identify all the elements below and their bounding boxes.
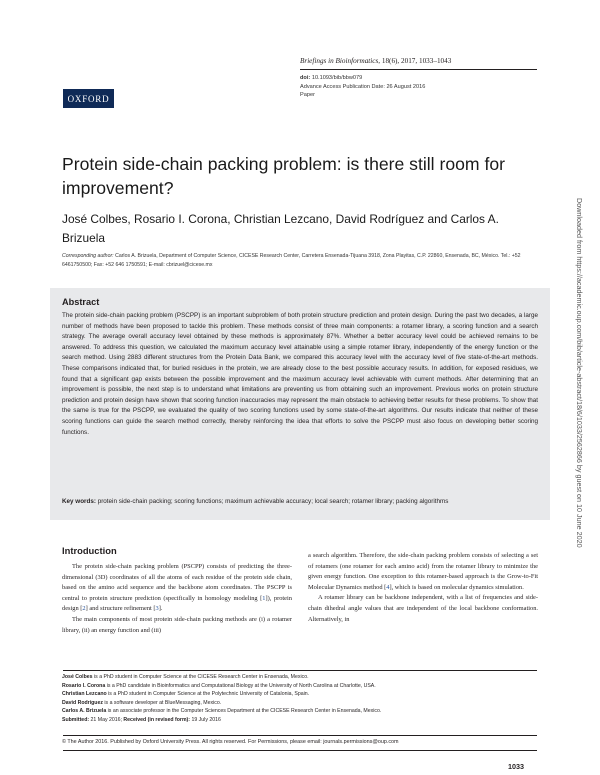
- intro-paragraph: A rotamer library can be backbone independent, with a list of frequencies and side-chain dihedral angle values that are independent of the local backbone conformation. Alternatively, in: [308, 594, 538, 623]
- doi-link[interactable]: 10.1093/bib/bbw079: [311, 75, 363, 81]
- article-title: Protein side-chain packing problem: is there still room for improvement?: [62, 154, 505, 198]
- citation-link[interactable]: 4: [386, 583, 390, 591]
- doi-label: doi:: [300, 75, 311, 81]
- footnote-item: [62, 707, 538, 716]
- abstract-heading: Abstract: [62, 297, 100, 307]
- footnote-item: [62, 673, 538, 682]
- footnote-rule: [63, 670, 537, 671]
- revised-label: Received (in revised form):: [123, 716, 191, 723]
- intro-text: ]), protein design [: [62, 594, 292, 613]
- corresponding-author: [62, 252, 538, 270]
- author-footnotes: [62, 673, 538, 724]
- footnote-name: Rosario I. Corona: [62, 682, 106, 689]
- intro-text: a search algorithm. Therefore, the side-chain packing problem consists of selecting a set of rotamers (one rotamer for each amino acid) from the rotamer library to minimize the given energy function. One exception to this rotamer-based approach is the Grow-to-Fit Molecular Dynamics method [: [308, 552, 538, 591]
- author-list: José Colbes, Rosario I. Corona, Christian Lezcano, David Rodríguez and Carlos A. Brizuela: [62, 212, 499, 245]
- intro-text: ] and structure refinement [: [85, 605, 156, 613]
- intro-text: ].: [158, 605, 163, 613]
- copyright-rule: [63, 735, 537, 736]
- intro-text: ], which is based on molecular dynamics simulation.: [389, 583, 524, 591]
- footnote-item: [62, 699, 538, 708]
- submission-dates: [62, 716, 538, 725]
- footnote-text: is a software developer at BlueMessaging, Mexico.: [102, 699, 222, 706]
- introduction-heading: Introduction: [62, 545, 117, 556]
- submitted-date: 21 May 2016;: [89, 716, 124, 723]
- footnote-text: is a PhD student in Computer Science at the CICESE Research Center in Ensenada, Mexico.: [92, 674, 309, 680]
- revised-date: 19 July 2016: [190, 716, 221, 723]
- intro-paragraph: [62, 562, 292, 615]
- intro-text: The protein side-chain packing problem (PSCPP) consists of predicting the three-dimensional (3D) coordinates of all the atoms of each residue of the protein side chain, based on the amino acid sequence and the backbone atom coordinates. The PSCPP is central to protein structure prediction (specifically in homology modeling [: [62, 563, 292, 602]
- intro-column-right: [308, 551, 538, 625]
- citation-link[interactable]: 1: [262, 594, 266, 602]
- article-type: Paper: [300, 92, 315, 99]
- intro-column-left: [62, 562, 292, 636]
- citation-link[interactable]: 3: [155, 605, 159, 613]
- footnote-item: [62, 690, 538, 699]
- intro-paragraph: The main components of most protein side-chain packing methods are (i) a rotamer library, (ii) an energy function and (iii): [62, 615, 292, 634]
- footnote-name: Christian Lezcano: [62, 691, 107, 697]
- publisher-logo-text: OXFORD: [67, 93, 110, 104]
- keywords-label: Key words:: [62, 498, 96, 505]
- advance-access-date: Advance Access Publication Date: 26 August 2016: [300, 83, 426, 90]
- keywords-text: protein side-chain packing; scoring functions; maximum achievable accuracy; local search; rotamer library; packing algorithms: [95, 498, 449, 505]
- abstract-text: The protein side-chain packing problem (PSCPP) is an important subproblem of both protein structure prediction and protein design. During the past two decades, a large number of methods have been proposed to tackle this problem. These methods consist of three main components: a rotamer library, a scoring function and a search strategy. The average overall accuracy level obtained by these methods is approximately 87%. Whether a better accuracy level could be achieved remains to be answered. To address this question, we calculated the maximum accuracy level attainable using a simple rotamer library, independently of the energy function or the search method. Using 2883 different structures from the Protein Data Bank, we compared this accuracy level with the accuracy level of five state-of-the-art methods. These comparisons indicated that, for buried residues in the protein, we are already close to the best possible accuracy results. In addition, for exposed residues, we found that a significant gap exists between the possible improvement and the maximum accuracy level achievable with current methods. After determining that an improvement is possible, the next step is to understand what limitations are preventing us from obtaining such an improvement. Previous works on protein structure prediction and protein design have shown that scoring function inaccuracies may represent the main obstacle to achieving better results for these problems. To show that the same is true for the PSCPP, we evaluated the quality of two scoring functions used by some state-of-the-art algorithms. Our results indicate that neither of these scoring functions can guide the search method correctly, thereby reinforcing the idea that efforts to solve the PSCPP must also focus on developing better scoring functions.: [62, 312, 538, 436]
- footnote-name: José Colbes: [62, 674, 93, 680]
- running-head: [300, 57, 451, 65]
- copyright-line: © The Author 2016. Published by Oxford University Press. All rights reserved. For Permissions, please email: journals.permissions@oup.com: [62, 739, 399, 745]
- citation-link[interactable]: 2: [82, 605, 86, 613]
- intro-paragraph: [308, 551, 538, 593]
- footnote-name: Carlos A. Brizuela: [62, 708, 107, 714]
- footnote-item: [62, 682, 538, 691]
- oxford-logo: [63, 89, 114, 108]
- journal-name[interactable]: Briefings in Bioinformatics: [300, 57, 379, 65]
- footnote-text: is an associate professor in the Computer Sciences Department at the CICESE Research Center in Ensenada, Mexico.: [106, 708, 382, 714]
- download-watermark: Downloaded from https://academic.oup.com/bib/article-abstract/18/6/1033/2562866 by guest on 10 June 2020: [575, 198, 584, 548]
- bottom-rule: [63, 750, 537, 751]
- footnote-text: is a PhD candidate in Bioinformatics and Computational Biology at the University of North Carolina at Charlotte, USA.: [105, 682, 376, 689]
- footnote-name: David Rodríguez: [62, 699, 103, 706]
- corresponding-text: Carlos A. Brizuela, Department of Computer Science, CICESE Research Center, Carretera Ensenada-Tijuana 3918, Zona Playitas, C.P. 22860, Ensenada, BC, México. Tel.: +52 6461750500; Fax: +52 646 1750591; E-mail: cbrizuel@cicese.mx: [62, 253, 521, 268]
- header-rule: [300, 69, 537, 70]
- footnote-text: is a PhD student in Computer Science at the Polytechnic University of Catalonia, Spain.: [106, 691, 310, 697]
- article-meta: [300, 74, 425, 100]
- journal-citation: , 18(6), 2017, 1033–1043: [378, 57, 452, 65]
- keywords: [62, 497, 538, 508]
- corresponding-label: Corresponding author:: [62, 253, 114, 259]
- page-number: 1033: [508, 762, 524, 771]
- submitted-label: Submitted:: [62, 716, 90, 723]
